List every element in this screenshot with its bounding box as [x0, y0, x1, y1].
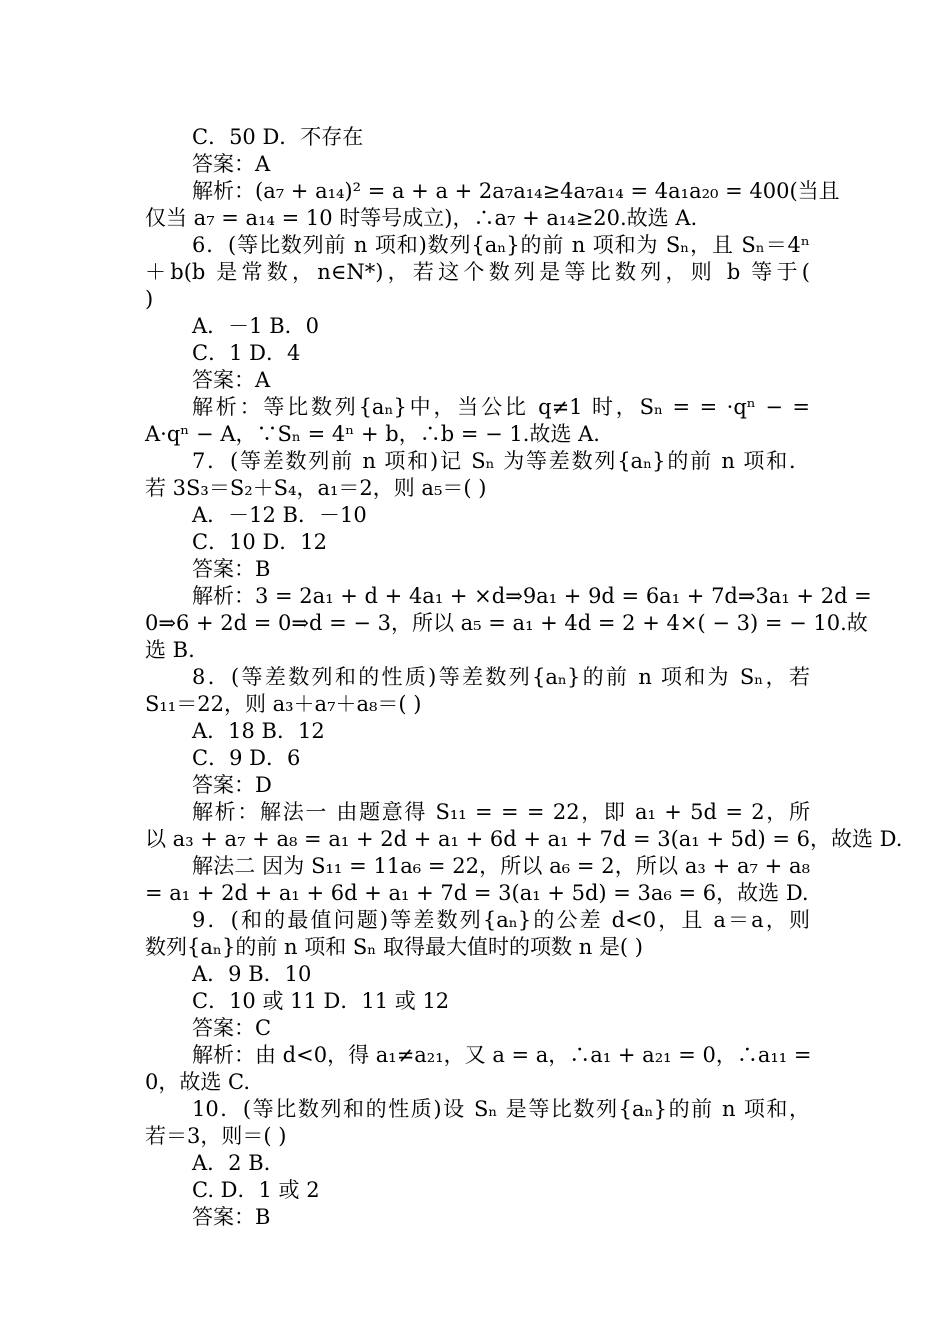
text-line: 解法二 因为 S₁₁ = 11a₆ = 22，所以 a₆ = 2，所以 a₃ + a₇ + a₈: [192, 854, 810, 878]
text-line: 答案：A: [192, 152, 271, 176]
text-line: C．9 D．6: [192, 746, 301, 770]
text-line: 答案：B: [192, 1205, 271, 1229]
text-line: 选 B.: [145, 638, 195, 662]
text-line: 6．(等比数列前 n 项和)数列{aₙ}的前 n 项和为 Sₙ，且 Sₙ＝4ⁿ: [192, 233, 810, 257]
text-line: A．－1 B．0: [192, 314, 319, 338]
text-line: A．2 B.: [192, 1151, 271, 1175]
text-line: 以 a₃ + a₇ + a₈ = a₁ + 2d + a₁ + 6d + a₁ + 7d = 3(a₁ + 5d) = 6，故选 D.: [145, 827, 903, 851]
text-line: S₁₁＝22，则 a₃＋a₇＋a₈＝( ): [145, 692, 422, 716]
text-line: 答案：B: [192, 557, 271, 581]
text-line: C. D．1 或 2: [192, 1178, 320, 1202]
text-line: A．18 B．12: [192, 719, 325, 743]
text-line: 解析：解法一 由题意得 S₁₁ = = = 22，即 a₁ + 5d = 2，所: [192, 800, 810, 824]
text-line: ＋b(b 是常数，n∈N*)，若这个数列是等比数列，则 b 等于(: [145, 260, 810, 284]
text-line: C．10 D．12: [192, 530, 328, 554]
text-line: C．1 D．4: [192, 341, 301, 365]
text-line: 若＝3，则＝( ): [145, 1124, 287, 1148]
text-line: 0，故选 C.: [145, 1070, 251, 1094]
text-line: 答案：A: [192, 368, 271, 392]
text-line: 解析：(a₇ + a₁₄)² = a + a + 2a₇a₁₄≥4a₇a₁₄ = 4a₁a₂₀ = 400(当且: [192, 179, 840, 203]
text-line: 8．(等差数列和的性质)等差数列{aₙ}的前 n 项和为 Sₙ，若: [192, 665, 810, 689]
text-line: 若 3S₃＝S₂＋S₄，a₁＝2，则 a₅＝( ): [145, 476, 487, 500]
text-line: ): [145, 287, 154, 311]
text-line: A·qⁿ − A，∵Sₙ = 4ⁿ + b，∴b = − 1.故选 A.: [145, 422, 600, 446]
text-line: 0⇒6 + 2d = 0⇒d = − 3，所以 a₅ = a₁ + 4d = 2 + 4×( − 3) = − 10.故: [145, 611, 868, 635]
text-line: 解析：由 d<0，得 a₁≠a₂₁，又 a = a，∴a₁ + a₂₁ = 0，∴a₁₁ =: [192, 1043, 812, 1067]
text-line: = a₁ + 2d + a₁ + 6d + a₁ + 7d = 3(a₁ + 5d) = 3a₆ = 6，故选 D.: [145, 881, 809, 905]
text-line: A．9 B．10: [192, 962, 312, 986]
text-line: 仅当 a₇ = a₁₄ = 10 时等号成立)，∴a₇ + a₁₄≥20.故选 A.: [145, 206, 698, 230]
text-line: 10．(等比数列和的性质)设 Sₙ 是等比数列{aₙ}的前 n 项和，: [192, 1097, 810, 1121]
text-line: A．－12 B．－10: [192, 503, 367, 527]
text-line: 解析：3 = 2a₁ + d + 4a₁ + ×d⇒9a₁ + 9d = 6a₁ + 7d⇒3a₁ + 2d =: [192, 584, 872, 608]
text-line: 答案：D: [192, 773, 272, 797]
text-line: 9．(和的最值问题)等差数列{aₙ}的公差 d<0，且 a＝a，则: [192, 908, 810, 932]
text-line: 数列{aₙ}的前 n 项和 Sₙ 取得最大值时的项数 n 是( ): [145, 935, 643, 959]
text-line: 答案：C: [192, 1016, 272, 1040]
text-line: C．10 或 11 D．11 或 12: [192, 989, 450, 1013]
text-line: C．50 D．不存在: [192, 125, 364, 149]
text-line: 解析：等比数列{aₙ}中，当公比 q≠1 时，Sₙ = = ·qⁿ − =: [192, 395, 810, 419]
text-line: 7．(等差数列前 n 项和)记 Sₙ 为等差数列{aₙ}的前 n 项和．: [192, 449, 810, 473]
